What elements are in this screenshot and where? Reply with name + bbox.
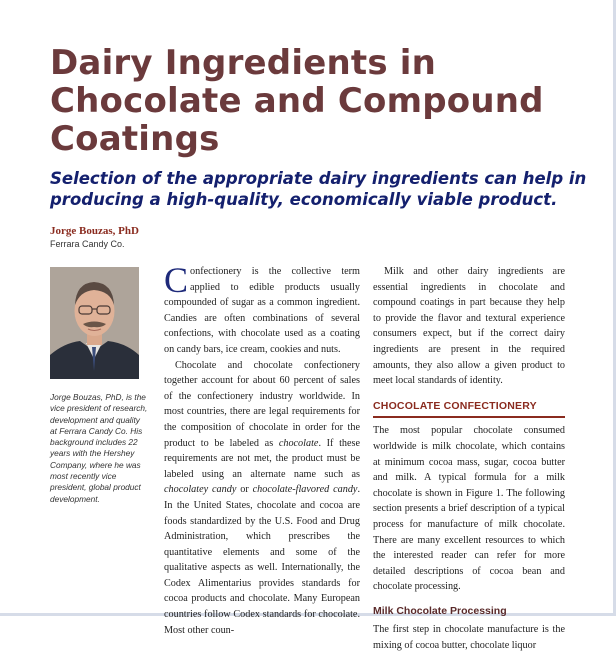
portrait-illustration: [50, 267, 139, 379]
italic-term: chocolatey candy: [164, 484, 237, 496]
body-paragraph: Milk and other dairy ingredients are essential ingredients in chocolate and compound coatings in part because they help to provide the flavor and textural experience consumers expect, but if the correct dairy ingredients are present in the required amounts, they also allow a given product to meet local standards of identity.: [373, 266, 565, 387]
body-paragraph: The first step in chocolate manufacture is the mixing of cocoa butter, chocolate liquor: [373, 624, 565, 652]
body-paragraph: [164, 358, 360, 639]
body-paragraph: The most popular chocolate consumed worldwide is milk chocolate, which contains at minimum cocoa mass, sugar, cocoa butter and milk. A typical formula for a milk chocolate is shown in Figure 1. The following section presents a brief description of a typical process for manufacture of milk chocolate. There are many excellent resources to which the interested reader can refer for more detailed descriptions of cocoa bean and chocolate processing.: [373, 425, 565, 593]
section-heading: CHOCOLATE CONFECTIONERY: [373, 399, 565, 419]
drop-cap: C: [164, 260, 189, 300]
author-affiliation: Ferrara Candy Co.: [50, 239, 125, 249]
body-column-2: [373, 264, 565, 654]
intro-paragraph: [164, 260, 360, 358]
article-subtitle: Selection of the appropriate dairy ingredients can help in producing a high-quality, economically viable product.: [50, 169, 587, 209]
intro-text: onfectionery is the collective term applied to edible products usually compounded of sugar as a common ingredient. Candies are often combinations of several confections, with chocolate used as a coating on candy bars, ice cream, cookies and nuts.: [164, 266, 360, 355]
paragraph-text: . In the United States, chocolate and cocoa are foods standardized by the U.S. Food and Drug Administration, which prescribes the quantitative elements and some of the qualitative aspects as well. Internationally, the Codex Alimentarius provides standards for cocoa products and chocolate. Many European countries follow Codex standards for chocolate. Most other coun-: [164, 484, 360, 636]
photo-caption: Jorge Bouzas, PhD, is the vice president of research, development and quality at Ferrara Candy Co. His background includes 22 years with the Hershey Company, where he was most recently vice president, global product development.: [50, 392, 148, 504]
author-photo: [50, 267, 139, 379]
body-column-1: [164, 260, 361, 638]
italic-term: chocolate: [278, 437, 319, 449]
article-title: Dairy Ingredients in Chocolate and Compound Coatings: [50, 43, 544, 159]
author-name: Jorge Bouzas, PhD: [50, 225, 139, 237]
paragraph-text: Chocolate and chocolate confectionery together account for about 60 percent of sales of the confectionery industry worldwide. In most countries, there are legal requirements for the composition of chocolate in order for the product to be labeled as: [164, 359, 360, 449]
subsection-heading: Milk Chocolate Processing: [373, 604, 507, 617]
paragraph-text: . If these requirements are not met, the product must be labeled using an alternate name such as: [164, 437, 361, 480]
paragraph-text: or: [236, 484, 253, 496]
italic-term: chocolate-flavored candy: [252, 484, 358, 496]
